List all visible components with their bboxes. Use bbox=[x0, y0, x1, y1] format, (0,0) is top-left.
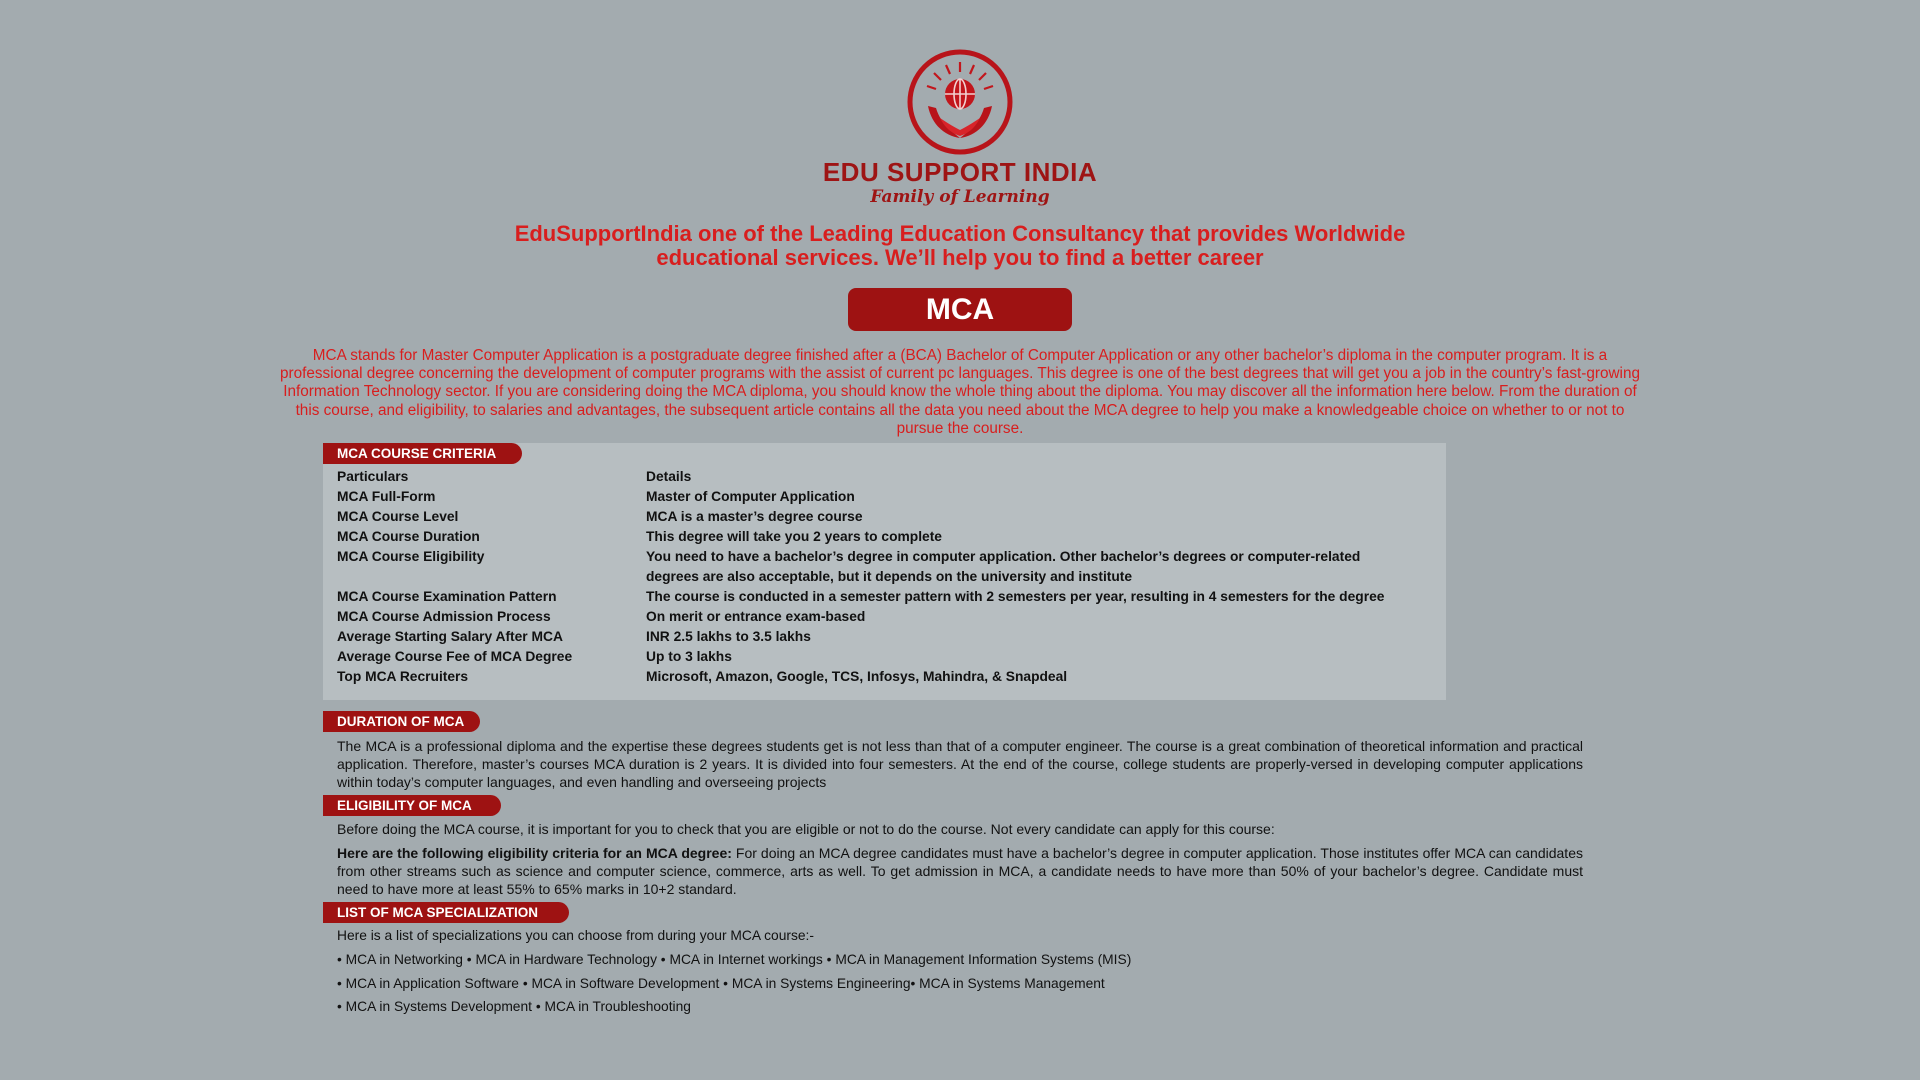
criteria-value: Details bbox=[646, 469, 692, 484]
table-row bbox=[337, 627, 1426, 647]
specialization-line-3: • MCA in Systems Development • MCA in Troubleshooting bbox=[337, 999, 691, 1014]
criteria-label: MCA Course Eligibility bbox=[337, 549, 485, 564]
table-row bbox=[337, 667, 1426, 687]
duration-paragraph: The MCA is a professional diploma and the expertise these degrees students get is not less than that of a computer engineer. The course is a great combination of theoretical information and practical application. Therefore, master’s courses MCA duration is 2 years. It is divided into four semesters. At the end of the course, college students are properly-versed in developing computer applications within today’s computer languages, and even handling and overseeing projects bbox=[337, 738, 1583, 790]
criteria-label: Average Starting Salary After MCA bbox=[337, 629, 563, 644]
headline-line-1: EduSupportIndia one of the Leading Education Consultancy that provides Worldwide bbox=[514, 221, 1406, 246]
criteria-value: Master of Computer Application bbox=[646, 489, 855, 504]
table-row bbox=[337, 647, 1426, 667]
criteria-label: MCA Course Level bbox=[337, 509, 459, 524]
criteria-value: Microsoft, Amazon, Google, TCS, Infosys, Mahindra, & Snapdeal bbox=[646, 669, 1068, 684]
eligibility-paragraph-1: Before doing the MCA course, it is important for you to check that you are eligible or not to do the course. Not every candidate can apply for this course: bbox=[337, 821, 1275, 837]
specialization-line-1: • MCA in Networking • MCA in Hardware Technology • MCA in Internet workings • MCA in Management Information Systems (MIS) bbox=[337, 952, 1132, 967]
intro-paragraph: MCA stands for Master Computer Application is a postgraduate degree finished after a (BCA) Bachelor of Computer Application or any other bachelor’s diploma in the computer program. It is a professional degree concerning the development of computer programs with the assist of current pc languages. This degree is one of the best degrees that will get you a job in the country’s fast-growing Information Technology sector. If you are considering doing the MCA diploma, you should know the whole thing about the diploma. You may discover all the information here below. From the duration of this course, and eligibility, to salaries and advantages, the subsequent article contains all the data you need about the MCA degree to help you make a knowledgeable choice on whether to or not to pursue the course. bbox=[280, 347, 1640, 437]
table-row bbox=[337, 607, 1426, 627]
headline-line-2: educational services. We’ll help you to find a better career bbox=[656, 245, 1264, 270]
eligibility-paragraph-2 bbox=[337, 844, 1583, 898]
criteria-label: MCA Full-Form bbox=[337, 489, 436, 504]
table-row bbox=[337, 527, 1426, 547]
criteria-value: The course is conducted in a semester pattern with 2 semesters per year, resulting in 4 semesters for the degree bbox=[646, 589, 1385, 604]
criteria-value: This degree will take you 2 years to complete bbox=[646, 529, 942, 544]
specialization-line-2: • MCA in Application Software • MCA in Software Development • MCA in Systems Engineering• MCA in Systems Management bbox=[337, 976, 1105, 991]
table-row bbox=[337, 467, 1426, 487]
criteria-value: INR 2.5 lakhs to 3.5 lakhs bbox=[646, 629, 811, 644]
criteria-label: MCA Course Duration bbox=[337, 529, 480, 544]
table-row bbox=[337, 547, 1426, 587]
criteria-value: Up to 3 lakhs bbox=[646, 649, 732, 664]
table-row bbox=[337, 587, 1426, 607]
headline bbox=[460, 222, 1460, 270]
criteria-label: MCA Course Examination Pattern bbox=[337, 589, 557, 604]
criteria-label: Particulars bbox=[337, 469, 409, 484]
brand-tagline: Family of Learning bbox=[870, 187, 1050, 207]
specialization-heading: LIST OF MCA SPECIALIZATION bbox=[323, 902, 569, 923]
criteria-label: Average Course Fee of MCA Degree bbox=[337, 649, 573, 664]
eligibility-criteria-text: For doing an MCA degree candidates must have a bachelor’s degree in computer application. Those institutes offer MCA can candidates from other streams such as science and computer science, commerce, arts as well. To get admission in MCA, a candidate needs to have more than 50% of your bachelor’s degree. Candidate must need to have more at least 55% to 65% marks in 10+2 standard. bbox=[337, 845, 1583, 897]
criteria-label: MCA Course Admission Process bbox=[337, 609, 551, 624]
table-row bbox=[337, 487, 1426, 507]
specialization-intro: Here is a list of specializations you can choose from during your MCA course:- bbox=[337, 928, 814, 943]
criteria-label: Top MCA Recruiters bbox=[337, 669, 469, 684]
edu-support-india-logo bbox=[906, 48, 1014, 156]
table-row bbox=[337, 507, 1426, 527]
eligibility-bold-lead: Here are the following eligibility criteria for an MCA degree: bbox=[337, 845, 732, 861]
duration-heading: DURATION OF MCA bbox=[323, 711, 480, 732]
criteria-value: You need to have a bachelor’s degree in computer application. Other bachelor’s degrees or computer-related degrees are also acceptable, but it depends on the university and institute bbox=[646, 549, 1361, 584]
criteria-value: MCA is a master’s degree course bbox=[646, 509, 863, 524]
criteria-value: On merit or entrance exam-based bbox=[646, 609, 866, 624]
criteria-heading: MCA COURSE CRITERIA bbox=[323, 443, 522, 464]
eligibility-heading: ELIGIBILITY OF MCA bbox=[323, 795, 501, 816]
brand-name: EDU SUPPORT INDIA bbox=[822, 157, 1098, 187]
criteria-table bbox=[337, 467, 1426, 687]
mca-banner: MCA bbox=[848, 288, 1072, 331]
